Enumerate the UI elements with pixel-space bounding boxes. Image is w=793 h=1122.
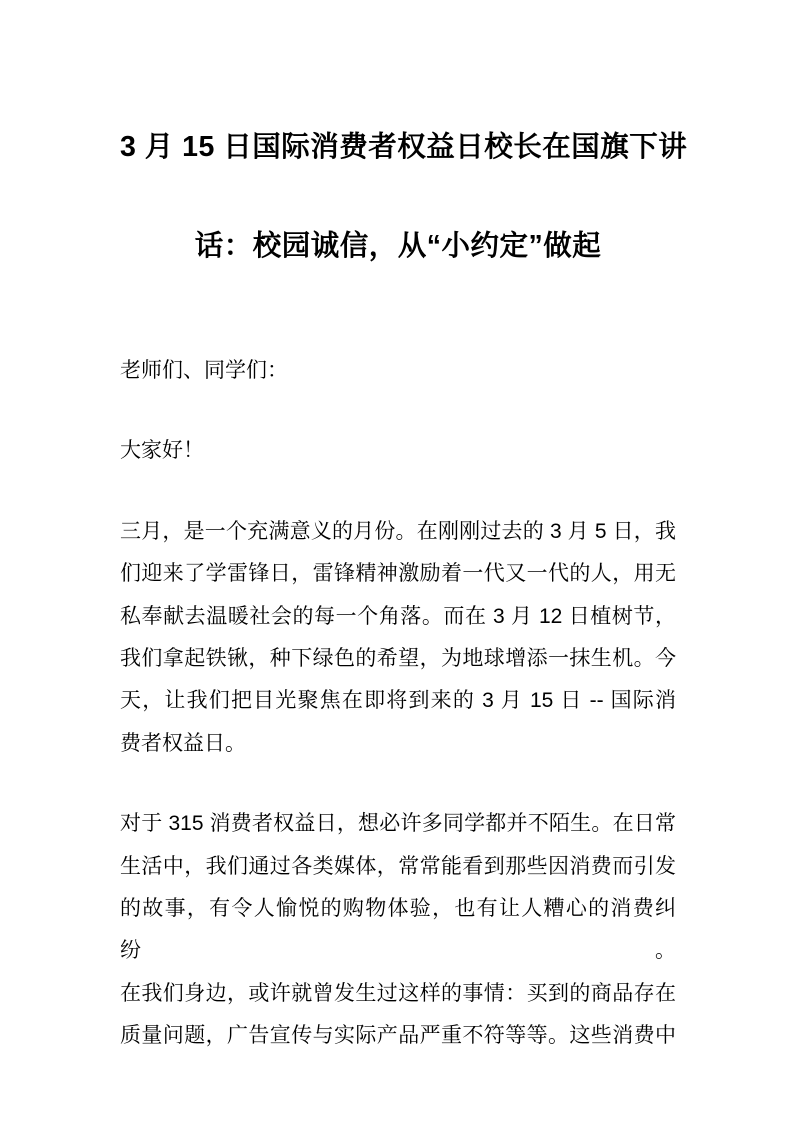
document-body (120, 350, 676, 1058)
body-paragraph-salutation (120, 350, 676, 392)
text-line: 我们拿起铁锹，种下绿色的希望，为地球增添一抹生机。今 (120, 647, 676, 671)
text-line: 质量问题，广告宣传与实际产品严重不符等等。这些消费中 (120, 1024, 676, 1048)
title-line-1: 3 月 15 日国际消费者权益日校长在国旗下讲 (120, 131, 688, 163)
body-paragraph-para-315-consumer-day (120, 803, 676, 1057)
text-line: 在我们身边，或许就曾发生过这样的事情：买到的商品存在 (120, 981, 676, 1005)
text-line: 私奉献去温暖社会的每一个角落。而在 3 月 12 日植树节， (120, 604, 676, 628)
document-content (120, 98, 688, 1058)
text-line: 费者权益日。 (120, 731, 246, 755)
text-line: 生活中，我们通过各类媒体，常常能看到那些因消费而引发 (120, 854, 676, 878)
document-title (120, 98, 688, 296)
text-line: 们迎来了学雷锋日，雷锋精神激励着一代又一代的人，用无 (120, 562, 676, 586)
text-line: 老师们、同学们： (120, 359, 288, 382)
text-line: 对于 315 消费者权益日，想必许多同学都并不陌生。在日常 (120, 812, 676, 836)
text-line: 天，让我们把目光聚焦在即将到来的 3 月 15 日 -- 国际消 (120, 689, 676, 713)
text-line: 三月，是一个充满意义的月份。在刚刚过去的 3 月 5 日，我 (120, 519, 676, 543)
title-line-2: 话：校园诚信，从“小约定”做起 (194, 230, 602, 262)
text-line: 的故事，有令人愉悦的购物体验，也有让人糟心的消费纠纷。 (120, 897, 676, 963)
text-line: 大家好！ (120, 439, 204, 463)
body-paragraph-para-march-meaning (120, 511, 676, 765)
body-paragraph-greeting (120, 430, 676, 472)
